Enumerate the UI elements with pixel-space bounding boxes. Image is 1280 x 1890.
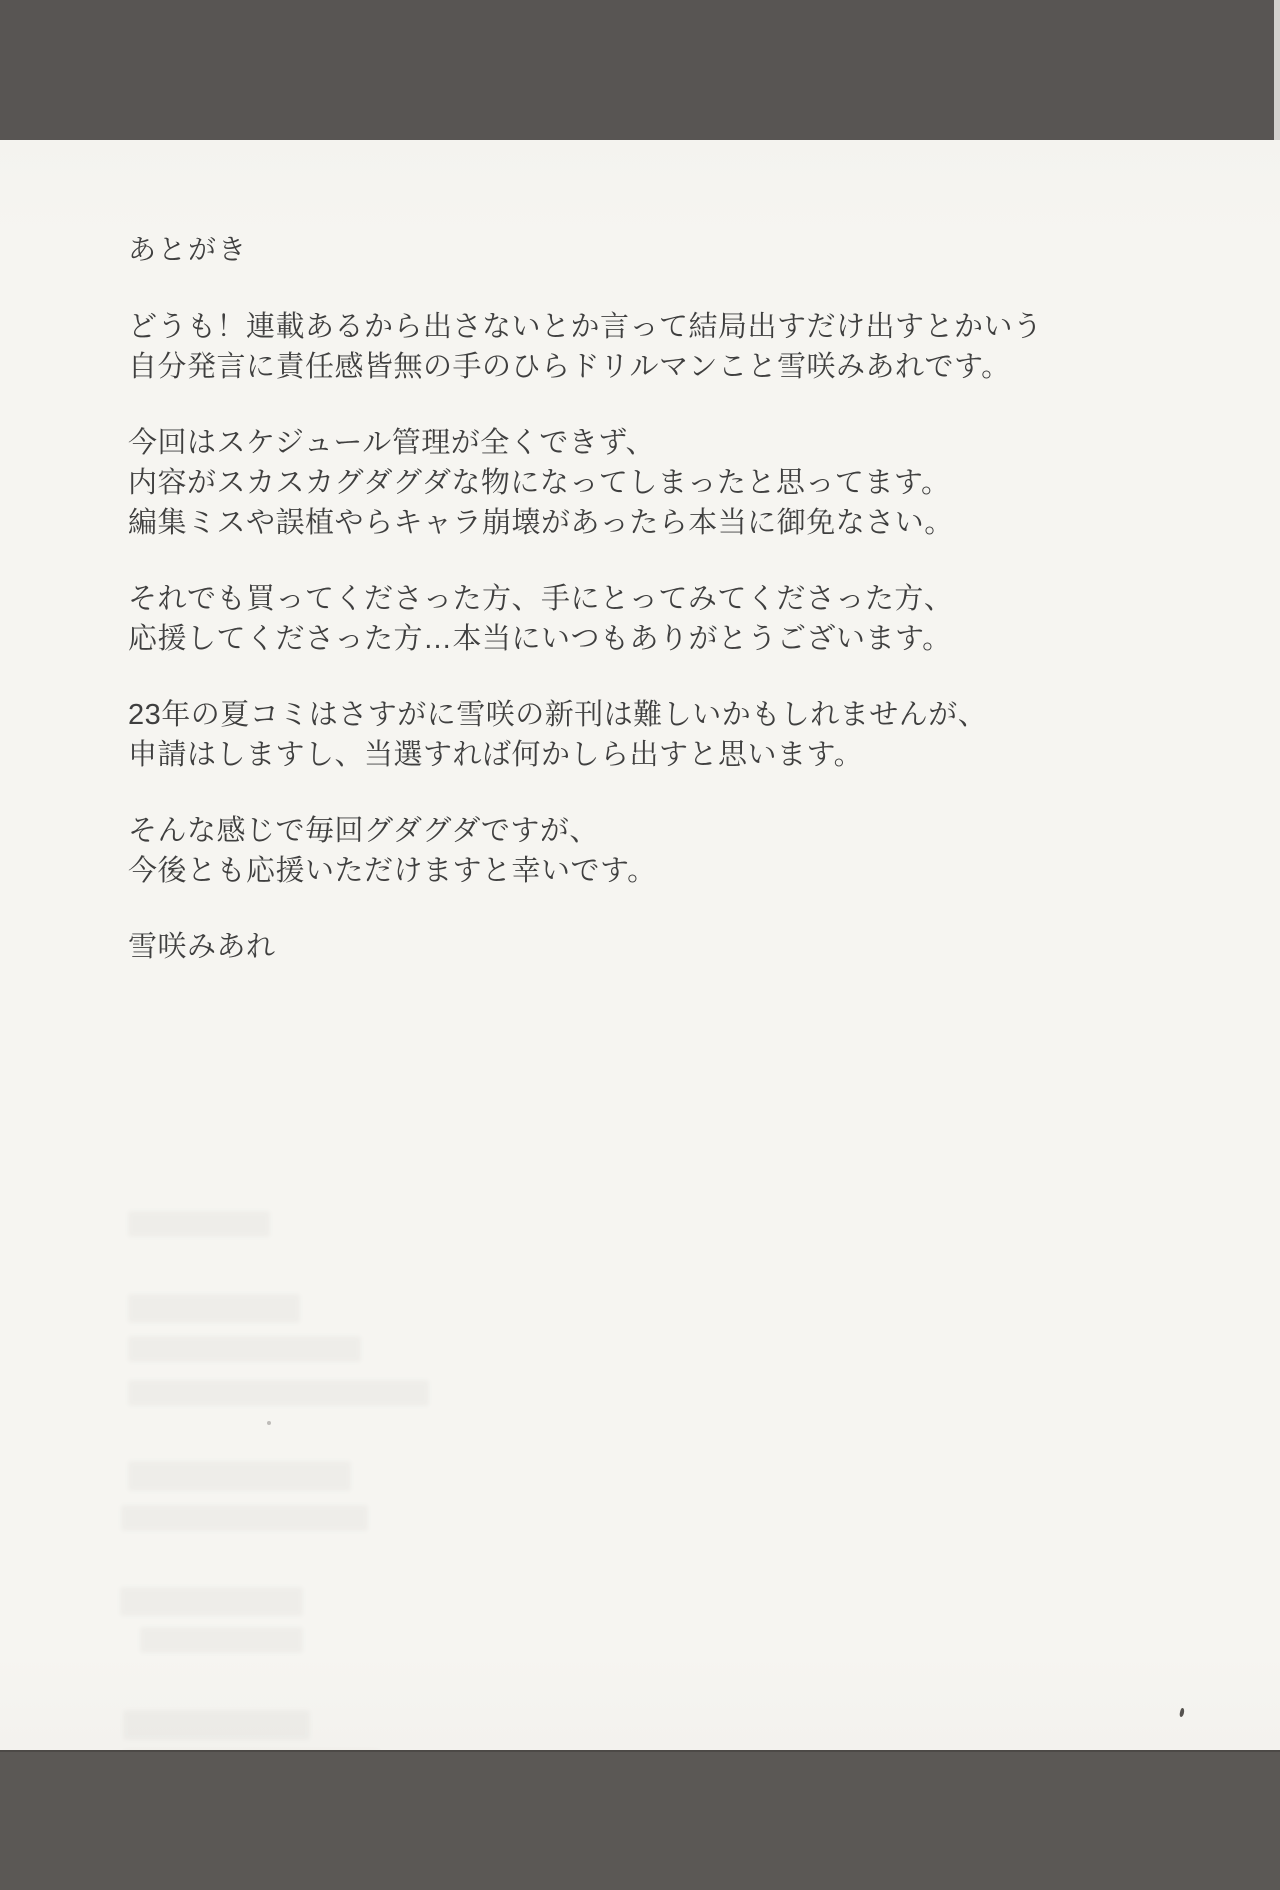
text-line: 自分発言に責任感皆無の手のひらドリルマンこと雪咲みあれです。 [128, 351, 1011, 383]
page-paper [0, 140, 1280, 1750]
scanner-bed-bottom-band [0, 1750, 1280, 1890]
bleedthrough-mark [128, 1380, 429, 1406]
afterword-paragraph [128, 579, 1220, 659]
author-signature: 雪咲みあれ [128, 931, 276, 963]
text-line: 編集ミスや誤植やらキャラ崩壊があったら本当に御免なさい。 [128, 507, 954, 539]
text-line: 申請はしますし、当選すれば何かしら出すと思います。 [128, 739, 864, 771]
afterword-title: あとがき [128, 234, 249, 265]
bleedthrough-mark [120, 1587, 303, 1616]
bleedthrough-mark [121, 1505, 368, 1531]
bleedthrough-mark [123, 1710, 310, 1740]
afterword-paragraph [128, 423, 1220, 543]
afterword-paragraph [128, 307, 1220, 387]
text-line: どうも！連載あるから出さないとか言って結局出すだけ出すとかいう [128, 311, 1043, 343]
text-line: それでも買ってくださった方、手にとってみてくださった方、 [128, 583, 954, 615]
scanner-bed-top-band [0, 0, 1280, 140]
bleedthrough-mark [128, 1211, 270, 1237]
text-line: そんな感じで毎回グダグダですが、 [128, 815, 599, 847]
scan-speck [267, 1421, 271, 1425]
bleedthrough-mark [128, 1294, 300, 1323]
text-line: 今後とも応援いただけますと幸いです。 [128, 855, 657, 887]
text-line: 23年の夏コミはさすがに雪咲の新刊は難しいかもしれませんが、 [128, 699, 988, 731]
bleedthrough-mark [128, 1336, 361, 1362]
bleedthrough-mark [128, 1461, 351, 1491]
text-line: 内容がスカスカグダグダな物になってしまったと思ってます。 [128, 467, 951, 499]
afterword-paragraph [128, 695, 1220, 775]
text-line: 応援してくださった方…本当にいつもありがとうございます。 [128, 623, 952, 655]
text-line: 今回はスケジュール管理が全くできず、 [128, 427, 655, 459]
afterword-paragraph [128, 811, 1220, 891]
paper-edge-sliver [1274, 0, 1280, 140]
bleedthrough-mark [140, 1627, 303, 1653]
afterword-text-block [0, 140, 1280, 967]
